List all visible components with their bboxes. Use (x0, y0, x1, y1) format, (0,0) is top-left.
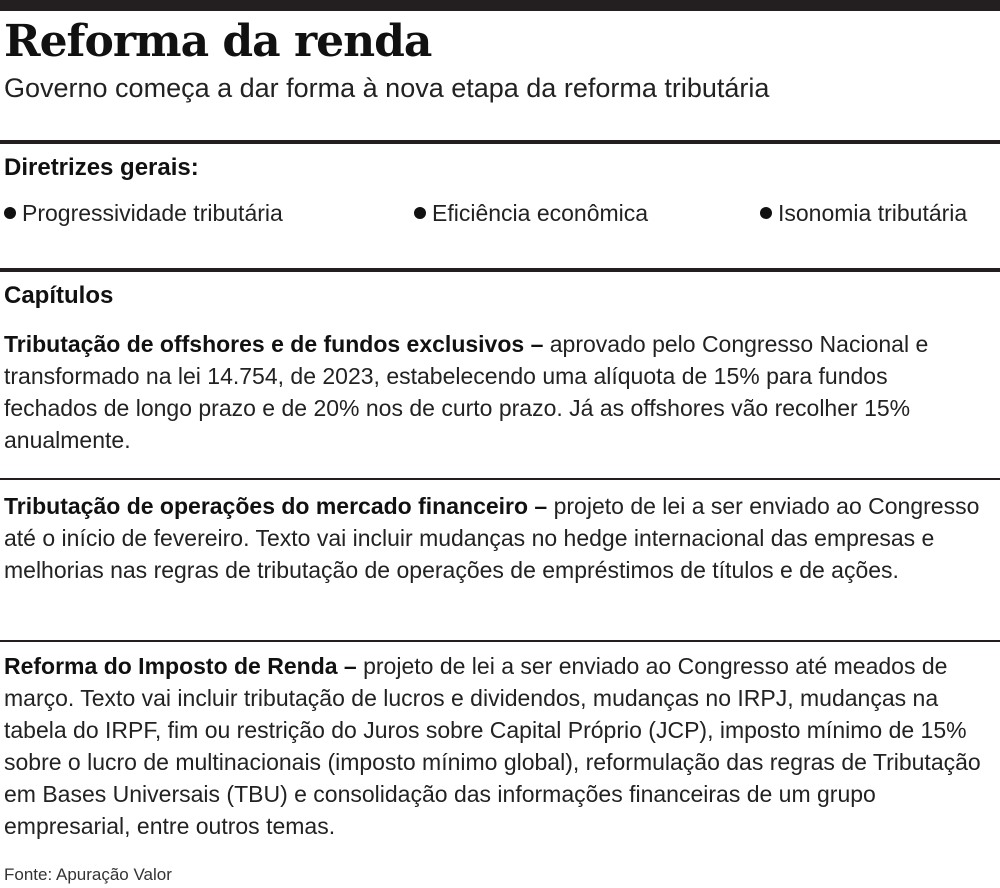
guideline-item (414, 197, 648, 229)
chapter-title: Tributação de offshores e de fundos exclusivos – (4, 331, 544, 357)
bullet-icon (414, 207, 426, 219)
chapter-item (4, 328, 984, 456)
divider (0, 640, 1000, 642)
bullet-icon (760, 207, 772, 219)
chapter-title: Reforma do Imposto de Renda – (4, 653, 357, 679)
chapter-text: projeto de lei a ser enviado ao Congresso até o início de fevereiro. Texto vai incluir mudanças no hedge internacional das empresas e melhorias nas regras de tributação de operações de empréstimos de títulos e de ações. (4, 493, 980, 583)
guideline-item (4, 197, 283, 229)
chapter-text: aprovado pelo Congresso Nacional e transformado na lei 14.754, de 2023, estabelecendo uma alíquota de 15% para fundos fechados de longo prazo e de 20% nos de curto prazo. Já as offshores vão recolher 15% anualmente. (4, 331, 929, 453)
page-subtitle: Governo começa a dar forma à nova etapa da reforma tributária (4, 73, 770, 103)
guidelines-heading: Diretrizes gerais: (4, 154, 199, 181)
guideline-label: Eficiência econômica (432, 200, 649, 226)
divider (0, 268, 1000, 272)
divider (0, 478, 1000, 480)
guideline-item (760, 197, 967, 229)
divider (0, 140, 1000, 144)
source-note: Fonte: Apuração Valor (4, 865, 172, 884)
chapter-item (4, 490, 984, 586)
bullet-icon (4, 207, 16, 219)
guideline-label: Isonomia tributária (778, 200, 968, 226)
top-bar (0, 0, 1000, 11)
guideline-label: Progressividade tributária (22, 200, 283, 226)
chapter-title: Tributação de operações do mercado financeiro – (4, 493, 548, 519)
page-title: Reforma da renda (4, 16, 432, 67)
chapter-item (4, 650, 984, 842)
chapter-text: projeto de lei a ser enviado ao Congresso até meados de março. Texto vai incluir tributação de lucros e dividendos, mudanças no IRPJ, mudanças na tabela do IRPF, fim ou restrição do Juros sobre Capital Próprio (JCP), imposto mínimo de 15% sobre o lucro de multinacionais (imposto mínimo global), reformulação das regras de Tributação em Bases Universais (TBU) e consolidação das informações financeiras de um grupo empresarial, entre outros temas. (4, 653, 981, 839)
chapters-heading: Capítulos (4, 282, 114, 309)
